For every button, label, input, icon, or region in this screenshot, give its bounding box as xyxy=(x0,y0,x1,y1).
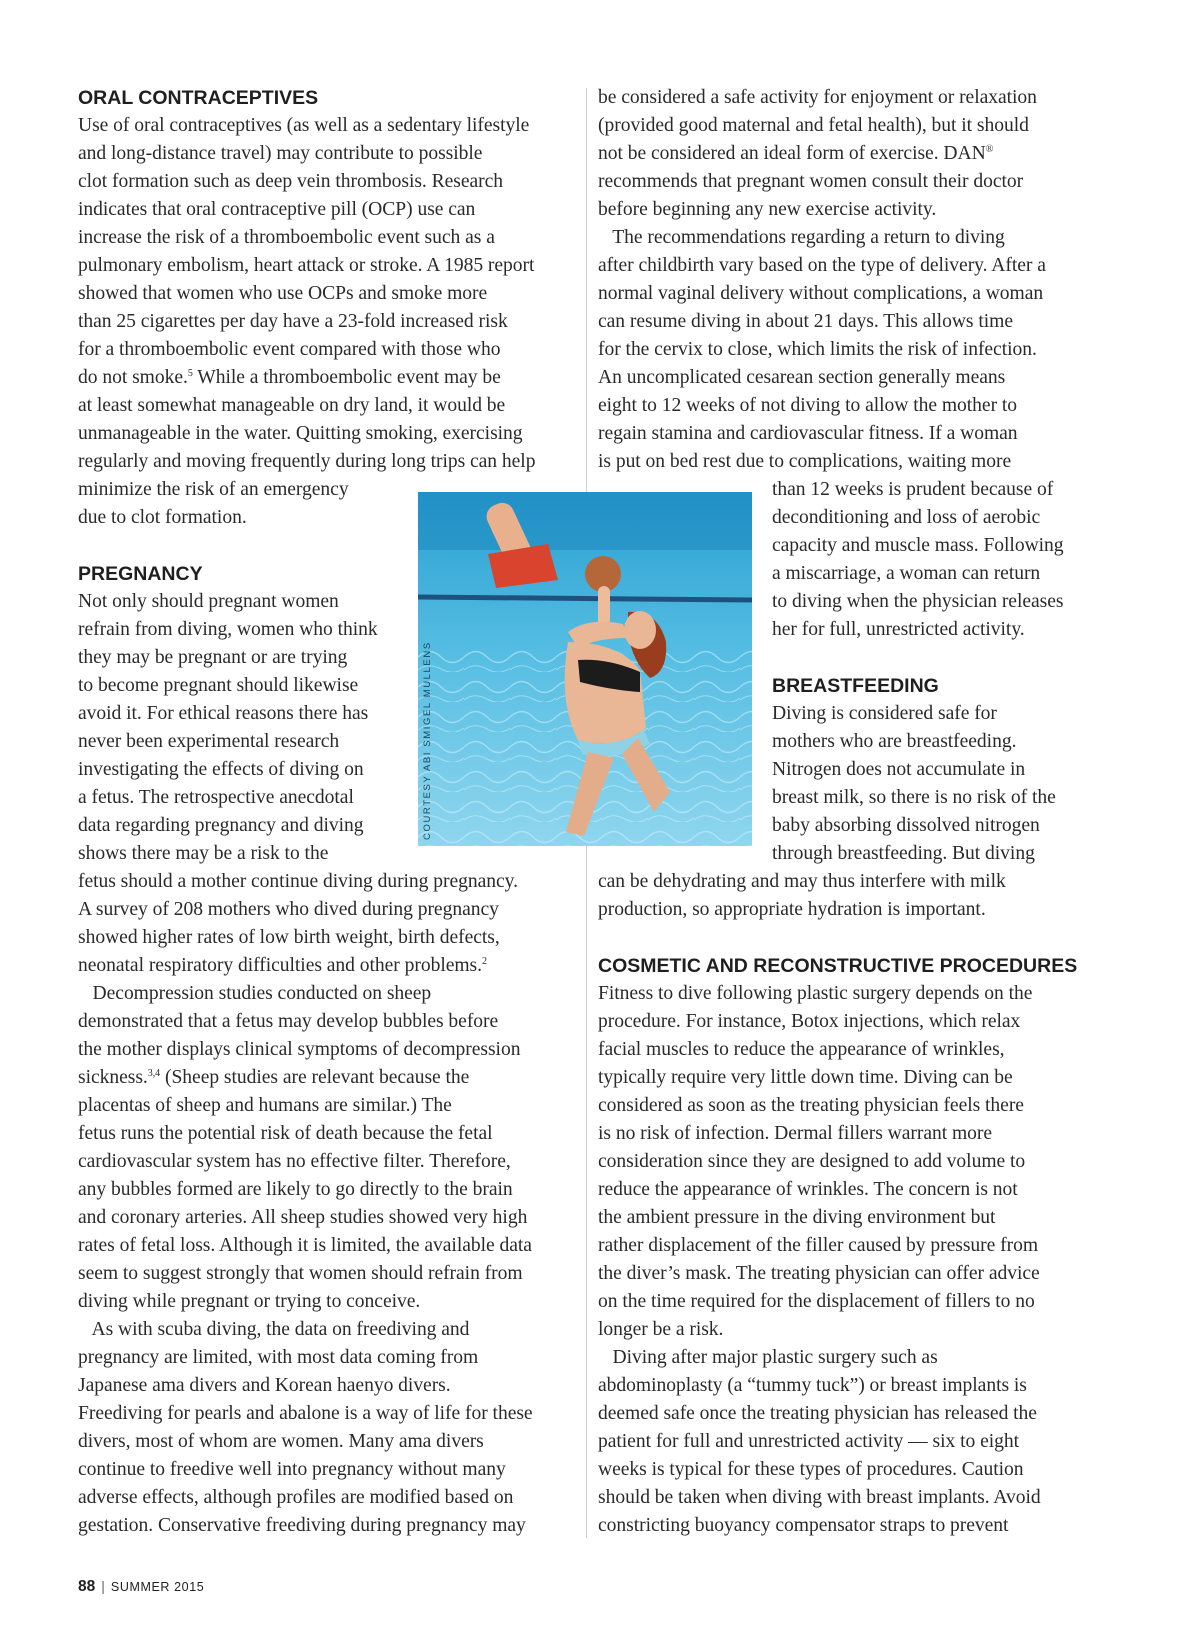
body-line: capacity and muscle mass. Following xyxy=(772,535,1064,556)
body-text: do not smoke. xyxy=(78,367,188,388)
body-line: patient for full and unrestricted activity — six to eight xyxy=(598,1431,1020,1452)
body-line: regain stamina and cardiovascular fitness. If a woman xyxy=(598,423,1018,444)
body-line: procedure. For instance, Botox injections, which relax xyxy=(598,1011,1021,1032)
body-line: is no risk of infection. Dermal fillers warrant more xyxy=(598,1123,993,1144)
body-line: Freediving for pearls and abalone is a way of life for these xyxy=(78,1403,533,1424)
body-line: divers, most of whom are women. Many ama divers xyxy=(78,1431,484,1452)
body-line: be considered a safe activity for enjoyment or relaxation xyxy=(598,87,1037,108)
body-line: than 12 weeks is prudent because of xyxy=(772,479,1054,500)
body-line: at least somewhat manageable on dry land, it would be xyxy=(78,395,506,416)
footnote-ref: 3,4 xyxy=(147,1068,161,1079)
body-line: a fetus. The retrospective anecdotal xyxy=(78,787,354,808)
body-line: abdominoplasty (a “tummy tuck”) or breast implants is xyxy=(598,1375,1027,1396)
body-line xyxy=(78,1064,469,1092)
body-line: due to clot formation. xyxy=(78,507,247,528)
body-line xyxy=(78,364,501,392)
body-line: considered as soon as the treating physician feels there xyxy=(598,1095,1024,1116)
body-line: Not only should pregnant women xyxy=(78,591,339,612)
body-line: avoid it. For ethical reasons there has xyxy=(78,703,369,724)
body-line: after childbirth vary based on the type of delivery. After a xyxy=(598,255,1046,276)
body-line: (provided good maternal and fetal health), but it should xyxy=(598,115,1029,136)
body-line: regularly and moving frequently during long trips can help xyxy=(78,451,536,472)
body-line: seem to suggest strongly that women should refrain from xyxy=(78,1263,523,1284)
body-line: As with scuba diving, the data on freediving and xyxy=(78,1319,470,1340)
body-line: weeks is typical for these types of procedures. Caution xyxy=(598,1459,1024,1480)
body-line: eight to 12 weeks of not diving to allow the mother to xyxy=(598,395,1018,416)
body-line: typically require very little down time. Diving can be xyxy=(598,1067,1013,1088)
body-line xyxy=(598,140,993,168)
body-line: pulmonary embolism, heart attack or stroke. A 1985 report xyxy=(78,255,535,276)
body-line: fetus should a mother continue diving during pregnancy. xyxy=(78,871,519,892)
body-line: before beginning any new exercise activity. xyxy=(598,199,937,220)
section-heading-cosmetic: COSMETIC AND RECONSTRUCTIVE PROCEDURES xyxy=(598,955,1078,977)
body-line: Diving after major plastic surgery such as xyxy=(598,1347,938,1368)
section-heading-breastfeeding: BREASTFEEDING xyxy=(772,675,939,697)
body-line: a miscarriage, a woman can return xyxy=(772,563,1041,584)
body-text: not be considered an ideal form of exercise. DAN xyxy=(598,143,986,164)
body-line: reduce the appearance of wrinkles. The concern is not xyxy=(598,1179,1018,1200)
page-number: 88 xyxy=(78,1578,96,1595)
body-line: facial muscles to reduce the appearance of wrinkles, xyxy=(598,1039,1005,1060)
body-line: recommends that pregnant women consult their doctor xyxy=(598,171,1024,192)
body-line: Diving is considered safe for xyxy=(772,703,997,724)
body-line: her for full, unrestricted activity. xyxy=(772,619,1025,640)
page-footer xyxy=(78,1578,204,1596)
child-arm xyxy=(598,586,610,626)
body-line: baby absorbing dissolved nitrogen xyxy=(772,815,1040,836)
body-line: rather displacement of the filler caused by pressure from xyxy=(598,1235,1039,1256)
body-line: minimize the risk of an emergency xyxy=(78,479,349,500)
body-line: rates of fetal loss. Although it is limited, the available data xyxy=(78,1235,532,1256)
body-line: unmanageable in the water. Quitting smoking, exercising xyxy=(78,423,523,444)
photo-credit: COURTESY ABI SMIGEL MULLENS xyxy=(422,641,433,840)
body-line: and long-distance travel) may contribute to possible xyxy=(78,143,483,164)
body-line: can be dehydrating and may thus interfere with milk xyxy=(598,871,1006,892)
body-text: neonatal respiratory difficulties and other problems. xyxy=(78,955,482,976)
body-line: indicates that oral contraceptive pill (OCP) use can xyxy=(78,199,476,220)
footnote-ref: 5 xyxy=(187,368,193,379)
body-line: cardiovascular system has no effective filter. Therefore, xyxy=(78,1151,511,1172)
issue-label: SUMMER 2015 xyxy=(110,1580,205,1594)
body-line: longer be a risk. xyxy=(598,1319,724,1340)
body-line: is put on bed rest due to complications, waiting more xyxy=(598,451,1012,472)
body-line: fetus runs the potential risk of death because the fetal xyxy=(78,1123,493,1144)
body-line: An uncomplicated cesarean section generally means xyxy=(598,367,1006,388)
section-heading-pregnancy: PREGNANCY xyxy=(78,563,203,585)
body-line xyxy=(78,952,487,980)
mother-head xyxy=(624,611,656,649)
body-line: the mother displays clinical symptoms of decompression xyxy=(78,1039,521,1060)
body-line: on the time required for the displacement of fillers to no xyxy=(598,1291,1035,1312)
body-line: showed higher rates of low birth weight, birth defects, xyxy=(78,927,500,948)
body-line: gestation. Conservative freediving during pregnancy may xyxy=(78,1515,526,1536)
body-line: Nitrogen does not accumulate in xyxy=(772,759,1026,780)
body-line: adverse effects, although profiles are modified based on xyxy=(78,1487,514,1508)
body-line: diving while pregnant or trying to conceive. xyxy=(78,1291,421,1312)
body-line: shows there may be a risk to the xyxy=(78,843,329,864)
body-line: they may be pregnant or are trying xyxy=(78,647,348,668)
body-line: Fitness to dive following plastic surgery depends on the xyxy=(598,983,1033,1004)
footnote-ref: 2 xyxy=(481,956,487,967)
body-line: for a thromboembolic event compared with those who xyxy=(78,339,501,360)
body-line: Use of oral contraceptives (as well as a sedentary lifestyle xyxy=(78,115,530,136)
lane-line xyxy=(418,597,752,600)
section-heading-oral-contraceptives: ORAL CONTRACEPTIVES xyxy=(78,87,319,109)
footer-separator: | xyxy=(101,1578,105,1594)
body-line: refrain from diving, women who think xyxy=(78,619,378,640)
body-line: for the cervix to close, which limits the risk of infection. xyxy=(598,339,1037,360)
body-line: pregnancy are limited, with most data coming from xyxy=(78,1347,479,1368)
body-line: The recommendations regarding a return to diving xyxy=(598,227,1005,248)
underwater-photo xyxy=(418,492,752,846)
body-line: to become pregnant should likewise xyxy=(78,675,359,696)
body-line: Japanese ama divers and Korean haenyo divers. xyxy=(78,1375,451,1396)
body-line: continue to freedive well into pregnancy without many xyxy=(78,1459,506,1480)
body-line: can resume diving in about 21 days. This allows time xyxy=(598,311,1013,332)
body-line: and coronary arteries. All sheep studies showed very high xyxy=(78,1207,528,1228)
body-line: any bubbles formed are likely to go directly to the brain xyxy=(78,1179,513,1200)
body-line: normal vaginal delivery without complications, a woman xyxy=(598,283,1044,304)
body-line: the ambient pressure in the diving environment but xyxy=(598,1207,996,1228)
body-line: should be taken when diving with breast implants. Avoid xyxy=(598,1487,1041,1508)
body-line: mothers who are breastfeeding. xyxy=(772,731,1017,752)
body-text: While a thromboembolic event may be xyxy=(192,367,501,388)
body-line: increase the risk of a thromboembolic event such as a xyxy=(78,227,495,248)
body-line: through breastfeeding. But diving xyxy=(772,843,1035,864)
body-line: deconditioning and loss of aerobic xyxy=(772,507,1041,528)
body-line: never been experimental research xyxy=(78,731,340,752)
body-line: breast milk, so there is no risk of the xyxy=(772,787,1056,808)
body-line: to diving when the physician releases xyxy=(772,591,1064,612)
body-line: placentas of sheep and humans are similar.) The xyxy=(78,1095,452,1116)
registered-mark: ® xyxy=(985,144,994,155)
body-line: showed that women who use OCPs and smoke more xyxy=(78,283,488,304)
body-text: (Sheep studies are relevant because the xyxy=(160,1067,470,1088)
body-line: than 25 cigarettes per day have a 23-fold increased risk xyxy=(78,311,508,332)
body-line: demonstrated that a fetus may develop bubbles before xyxy=(78,1011,499,1032)
body-line: clot formation such as deep vein thrombosis. Research xyxy=(78,171,504,192)
body-line: Decompression studies conducted on sheep xyxy=(78,983,432,1004)
body-line: deemed safe once the treating physician has released the xyxy=(598,1403,1037,1424)
surface-band xyxy=(418,492,752,550)
body-line: A survey of 208 mothers who dived during pregnancy xyxy=(78,899,499,920)
body-line: the diver’s mask. The treating physician can offer advice xyxy=(598,1263,1040,1284)
body-line: consideration since they are designed to add volume to xyxy=(598,1151,1026,1172)
body-line: constricting buoyancy compensator straps to prevent xyxy=(598,1515,1009,1536)
body-text: sickness. xyxy=(78,1067,148,1088)
body-line: production, so appropriate hydration is important. xyxy=(598,899,986,920)
body-line: investigating the effects of diving on xyxy=(78,759,364,780)
body-line: data regarding pregnancy and diving xyxy=(78,815,364,836)
